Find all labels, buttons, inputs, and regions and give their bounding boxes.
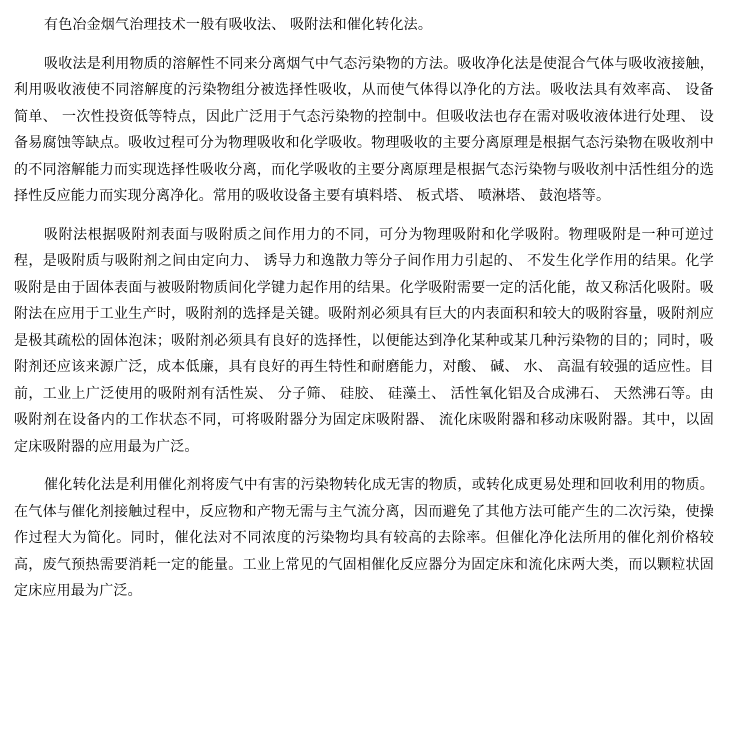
document-body <box>14 12 714 605</box>
absorption-paragraph: 吸收法是利用物质的溶解性不同来分离烟气中气态污染物的方法。吸收净化法是使混合气体与吸收液接触，利用吸收液使不同溶解度的污染物组分被选择性吸收，从而使气体得以净化的方法。吸收法具有效率高、 设备简单、 一次性投资低等特点，因此广泛用于气态污染物的控制中。但吸收法也存在需对吸收液体进行处理、 设备易腐蚀等缺点。吸收过程可分为物理吸收和化学吸收。物理吸收的主要分离原理是根据气态污染物在吸收剂中的不同溶解能力而实现选择性吸收分离，而化学吸收的主要分离原理是根据气态污染物与吸收剂中活性组分的选择性反应能力而实现分离净化。常用的吸收设备主要有填料塔、 板式塔、 喷淋塔、 鼓泡塔等。 <box>14 55 714 204</box>
intro-paragraph: 有色冶金烟气治理技术一般有吸收法、 吸附法和催化转化法。 <box>44 17 433 33</box>
catalytic-conversion-paragraph: 催化转化法是利用催化剂将废气中有害的污染物转化成无害的物质，或转化成更易处理和回收利用的物质。在气体与催化剂接触过程中，反应物和产物无需与主气流分离，因而避免了其他方法可能产生的二次污染，使操作过程大为简化。同时，催化法对不同浓度的污染物均具有较高的去除率。但催化净化法所用的催化剂价格较高，废气预热需要消耗一定的能量。工业上常见的气固相催化反应器分为固定床和流化床两大类，而以颗粒状固定床应用最为广泛。 <box>14 477 714 599</box>
adsorption-paragraph: 吸附法根据吸附剂表面与吸附质之间作用力的不同，可分为物理吸附和化学吸附。物理吸附是一种可逆过程，是吸附质与吸附剂之间由定向力、 诱导力和逸散力等分子间作用力引起的、 不发生化学作用的结果。化学吸附是由于固体表面与被吸附物质间化学键力起作用的结果。化学吸附需要一定的活化能，故又称活化吸附。吸附法在应用于工业生产时，吸附剂的选择是关键。吸附剂必须具有巨大的内表面积和较大的吸附容量，吸附剂应是极其疏松的固体泡沫；吸附剂必须具有良好的选择性，以便能达到净化某种或某几种污染物的目的；同时，吸附剂还应该来源广泛，成本低廉，具有良好的再生特性和耐磨能力，对酸、 碱、 水、 高温有较强的适应性。目前，工业上广泛使用的吸附剂有活性炭、 分子筛、 硅胶、 硅藻土、 活性氧化铝及合成沸石、 天然沸石等。由吸附剂在设备内的工作状态不同，可将吸附器分为固定床吸附器、 流化床吸附器和移动床吸附器。其中，以固定床吸附器的应用最为广泛。 <box>14 226 714 455</box>
